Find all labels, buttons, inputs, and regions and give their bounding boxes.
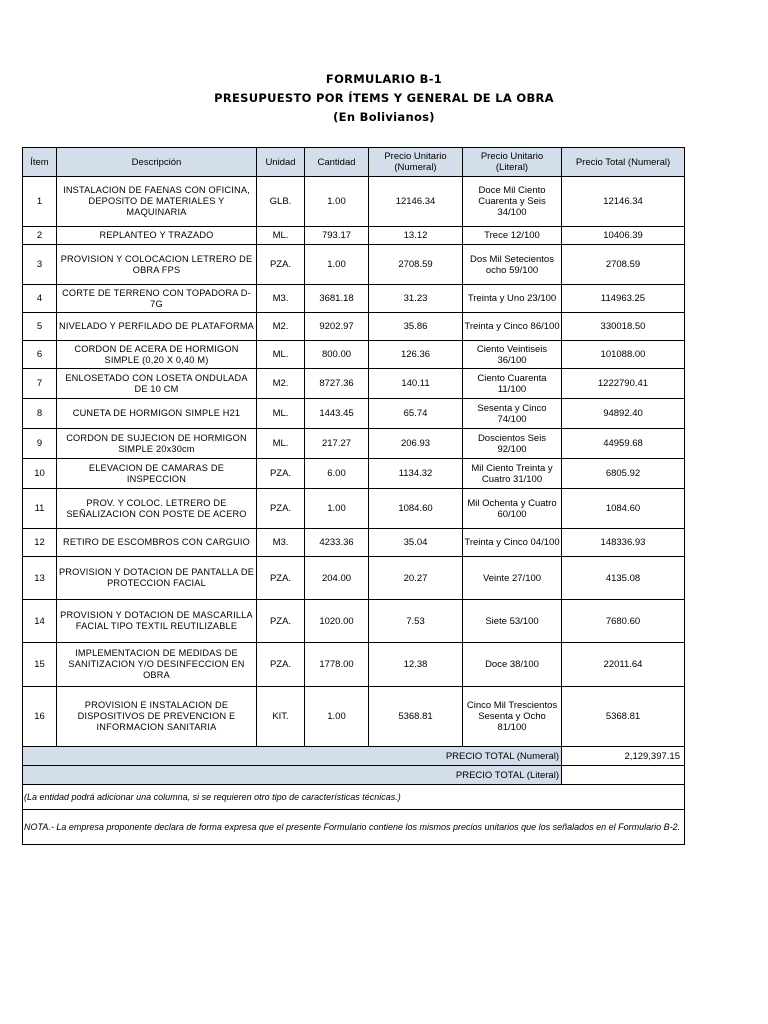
row-unit-price-numeral: 12.38 bbox=[369, 643, 463, 687]
row-total-price: 94892.40 bbox=[562, 399, 685, 429]
row-quantity: 4233.36 bbox=[305, 529, 369, 557]
note-row bbox=[23, 810, 685, 845]
row-quantity: 9202.97 bbox=[305, 313, 369, 341]
table-row bbox=[23, 285, 685, 313]
row-description: ENLOSETADO CON LOSETA ONDULADA DE 10 CM bbox=[57, 369, 257, 399]
row-quantity: 800.00 bbox=[305, 341, 369, 369]
row-quantity: 6.00 bbox=[305, 459, 369, 489]
row-item-number: 16 bbox=[23, 687, 57, 747]
total-literal-value bbox=[562, 766, 685, 785]
row-quantity: 1.00 bbox=[305, 489, 369, 529]
row-quantity: 204.00 bbox=[305, 557, 369, 600]
row-description: PROVISION Y DOTACION DE PANTALLA DE PROTECCION FACIAL bbox=[57, 557, 257, 600]
row-unit: ML. bbox=[257, 399, 305, 429]
table-row bbox=[23, 687, 685, 747]
row-unit-price-literal: Mil Ciento Treinta y Cuatro 31/100 bbox=[463, 459, 562, 489]
row-unit-price-literal: Trece 12/100 bbox=[463, 227, 562, 245]
row-unit-price-literal: Ciento Veintiseis 36/100 bbox=[463, 341, 562, 369]
table-row bbox=[23, 177, 685, 227]
row-item-number: 13 bbox=[23, 557, 57, 600]
row-quantity: 8727.36 bbox=[305, 369, 369, 399]
row-unit: PZA. bbox=[257, 245, 305, 285]
row-total-price: 114963.25 bbox=[562, 285, 685, 313]
column-header-total-price: Precio Total (Numeral) bbox=[562, 148, 685, 177]
row-quantity: 793.17 bbox=[305, 227, 369, 245]
row-unit-price-numeral: 1134.32 bbox=[369, 459, 463, 489]
row-total-price: 12146.34 bbox=[562, 177, 685, 227]
row-total-price: 6805.92 bbox=[562, 459, 685, 489]
row-total-price: 330018.50 bbox=[562, 313, 685, 341]
row-unit-price-literal: Treinta y Uno 23/100 bbox=[463, 285, 562, 313]
row-unit: M2. bbox=[257, 369, 305, 399]
table-row bbox=[23, 529, 685, 557]
table-row bbox=[23, 459, 685, 489]
row-unit: GLB. bbox=[257, 177, 305, 227]
row-total-price: 5368.81 bbox=[562, 687, 685, 747]
column-header-quantity: Cantidad bbox=[305, 148, 369, 177]
note-row bbox=[23, 785, 685, 810]
row-quantity: 1.00 bbox=[305, 245, 369, 285]
row-unit-price-numeral: 126.36 bbox=[369, 341, 463, 369]
row-unit-price-literal: Doce 38/100 bbox=[463, 643, 562, 687]
row-unit-price-numeral: 12146.34 bbox=[369, 177, 463, 227]
row-description: CUNETA DE HORMIGON SIMPLE H21 bbox=[57, 399, 257, 429]
row-unit-price-literal: Mil Ochenta y Cuatro 60/100 bbox=[463, 489, 562, 529]
row-quantity: 1020.00 bbox=[305, 600, 369, 643]
row-unit-price-literal: Cinco Mil Trescientos Sesenta y Ocho 81/100 bbox=[463, 687, 562, 747]
row-item-number: 6 bbox=[23, 341, 57, 369]
row-item-number: 10 bbox=[23, 459, 57, 489]
row-item-number: 2 bbox=[23, 227, 57, 245]
table-header-row bbox=[23, 148, 685, 177]
total-numeral-row bbox=[23, 747, 685, 766]
row-total-price: 1084.60 bbox=[562, 489, 685, 529]
row-unit: M2. bbox=[257, 313, 305, 341]
table-row bbox=[23, 489, 685, 529]
row-unit-price-numeral: 65.74 bbox=[369, 399, 463, 429]
row-item-number: 5 bbox=[23, 313, 57, 341]
table-row bbox=[23, 643, 685, 687]
row-unit-price-literal: Doscientos Seis 92/100 bbox=[463, 429, 562, 459]
row-description: PROV. Y COLOC. LETRERO DE SEÑALIZACION CON POSTE DE ACERO bbox=[57, 489, 257, 529]
document-header bbox=[0, 70, 768, 127]
row-unit-price-numeral: 13.12 bbox=[369, 227, 463, 245]
row-total-price: 101088.00 bbox=[562, 341, 685, 369]
row-item-number: 11 bbox=[23, 489, 57, 529]
row-unit-price-literal: Siete 53/100 bbox=[463, 600, 562, 643]
row-unit-price-numeral: 2708.59 bbox=[369, 245, 463, 285]
row-unit: ML. bbox=[257, 227, 305, 245]
row-unit: PZA. bbox=[257, 459, 305, 489]
column-header-item: Ítem bbox=[23, 148, 57, 177]
row-description: NIVELADO Y PERFILADO DE PLATAFORMA bbox=[57, 313, 257, 341]
total-numeral-value: 2,129,397.15 bbox=[562, 747, 685, 766]
column-header-unit: Unidad bbox=[257, 148, 305, 177]
row-unit-price-literal: Sesenta y Cinco 74/100 bbox=[463, 399, 562, 429]
note-entity: (La entidad podrá adicionar una columna, si se requieren otro tipo de características técnicas.) bbox=[23, 785, 685, 810]
row-unit: PZA. bbox=[257, 489, 305, 529]
row-unit-price-numeral: 7.53 bbox=[369, 600, 463, 643]
note-declaration: NOTA.- La empresa proponente declara de forma expresa que el presente Formulario contiene los mismos precios unitarios que los señalados en el Formulario B-2. bbox=[23, 810, 685, 845]
row-unit-price-numeral: 5368.81 bbox=[369, 687, 463, 747]
row-unit-price-literal: Doce Mil Ciento Cuarenta y Seis 34/100 bbox=[463, 177, 562, 227]
row-unit-price-literal: Treinta y Cinco 04/100 bbox=[463, 529, 562, 557]
row-item-number: 12 bbox=[23, 529, 57, 557]
row-item-number: 8 bbox=[23, 399, 57, 429]
document-title: PRESUPUESTO POR ÍTEMS Y GENERAL DE LA OBRA bbox=[214, 91, 554, 105]
row-description: INSTALACION DE FAENAS CON OFICINA, DEPOSITO DE MATERIALES Y MAQUINARIA bbox=[57, 177, 257, 227]
column-header-unit-price-numeral: Precio Unitario (Numeral) bbox=[369, 148, 463, 177]
table-row bbox=[23, 557, 685, 600]
table-row bbox=[23, 313, 685, 341]
row-unit-price-numeral: 31.23 bbox=[369, 285, 463, 313]
row-total-price: 4135.08 bbox=[562, 557, 685, 600]
table-row bbox=[23, 245, 685, 285]
row-unit-price-numeral: 35.86 bbox=[369, 313, 463, 341]
row-description: CORTE DE TERRENO CON TOPADORA D-7G bbox=[57, 285, 257, 313]
row-quantity: 1778.00 bbox=[305, 643, 369, 687]
row-quantity: 1.00 bbox=[305, 687, 369, 747]
budget-table bbox=[22, 147, 685, 845]
row-unit-price-numeral: 20.27 bbox=[369, 557, 463, 600]
row-unit: ML. bbox=[257, 429, 305, 459]
row-unit-price-numeral: 35.04 bbox=[369, 529, 463, 557]
row-description: PROVISION Y COLOCACION LETRERO DE OBRA FPS bbox=[57, 245, 257, 285]
row-unit: KIT. bbox=[257, 687, 305, 747]
row-unit: PZA. bbox=[257, 643, 305, 687]
row-unit: PZA. bbox=[257, 600, 305, 643]
row-quantity: 1443.45 bbox=[305, 399, 369, 429]
row-unit: ML. bbox=[257, 341, 305, 369]
row-item-number: 4 bbox=[23, 285, 57, 313]
table-row bbox=[23, 399, 685, 429]
table-row bbox=[23, 600, 685, 643]
row-item-number: 3 bbox=[23, 245, 57, 285]
row-unit: M3. bbox=[257, 529, 305, 557]
row-description: REPLANTEO Y TRAZADO bbox=[57, 227, 257, 245]
row-item-number: 9 bbox=[23, 429, 57, 459]
row-unit: M3. bbox=[257, 285, 305, 313]
column-header-description: Descripción bbox=[57, 148, 257, 177]
table-row bbox=[23, 227, 685, 245]
row-total-price: 1222790.41 bbox=[562, 369, 685, 399]
row-description: ELEVACION DE CAMARAS DE INSPECCION bbox=[57, 459, 257, 489]
row-total-price: 2708.59 bbox=[562, 245, 685, 285]
total-literal-row bbox=[23, 766, 685, 785]
form-title: FORMULARIO B-1 bbox=[325, 72, 443, 86]
total-numeral-label: PRECIO TOTAL (Numeral) bbox=[23, 747, 562, 766]
row-description: IMPLEMENTACION DE MEDIDAS DE SANITIZACION Y/O DESINFECCION EN OBRA bbox=[57, 643, 257, 687]
row-unit-price-numeral: 206.93 bbox=[369, 429, 463, 459]
row-item-number: 7 bbox=[23, 369, 57, 399]
row-unit: PZA. bbox=[257, 557, 305, 600]
table-row bbox=[23, 429, 685, 459]
row-quantity: 217.27 bbox=[305, 429, 369, 459]
row-description: PROVISION E INSTALACION DE DISPOSITIVOS DE PREVENCION E INFORMACION SANITARIA bbox=[57, 687, 257, 747]
row-item-number: 14 bbox=[23, 600, 57, 643]
row-total-price: 22011.64 bbox=[562, 643, 685, 687]
row-unit-price-literal: Dos Mil Setecientos ocho 59/100 bbox=[463, 245, 562, 285]
row-total-price: 148336.93 bbox=[562, 529, 685, 557]
row-unit-price-numeral: 140.11 bbox=[369, 369, 463, 399]
row-description: CORDON DE ACERA DE HORMIGON SIMPLE (0,20 X 0,40 M) bbox=[57, 341, 257, 369]
row-total-price: 10406.39 bbox=[562, 227, 685, 245]
total-literal-label: PRECIO TOTAL (Literal) bbox=[23, 766, 562, 785]
row-quantity: 1.00 bbox=[305, 177, 369, 227]
table-row bbox=[23, 341, 685, 369]
row-unit-price-literal: Ciento Cuarenta 11/100 bbox=[463, 369, 562, 399]
row-quantity: 3681.18 bbox=[305, 285, 369, 313]
row-description: PROVISION Y DOTACION DE MASCARILLA FACIAL TIPO TEXTIL REUTILIZABLE bbox=[57, 600, 257, 643]
row-total-price: 7680.60 bbox=[562, 600, 685, 643]
row-unit-price-literal: Treinta y Cinco 86/100 bbox=[463, 313, 562, 341]
row-unit-price-literal: Veinte 27/100 bbox=[463, 557, 562, 600]
row-description: RETIRO DE ESCOMBROS CON CARGUIO bbox=[57, 529, 257, 557]
row-item-number: 15 bbox=[23, 643, 57, 687]
currency-note: (En Bolivianos) bbox=[333, 110, 435, 124]
row-description: CORDON DE SUJECION DE HORMIGON SIMPLE 20x30cm bbox=[57, 429, 257, 459]
table-row bbox=[23, 369, 685, 399]
column-header-unit-price-literal: Precio Unitario (Literal) bbox=[463, 148, 562, 177]
row-unit-price-numeral: 1084.60 bbox=[369, 489, 463, 529]
row-item-number: 1 bbox=[23, 177, 57, 227]
row-total-price: 44959.68 bbox=[562, 429, 685, 459]
